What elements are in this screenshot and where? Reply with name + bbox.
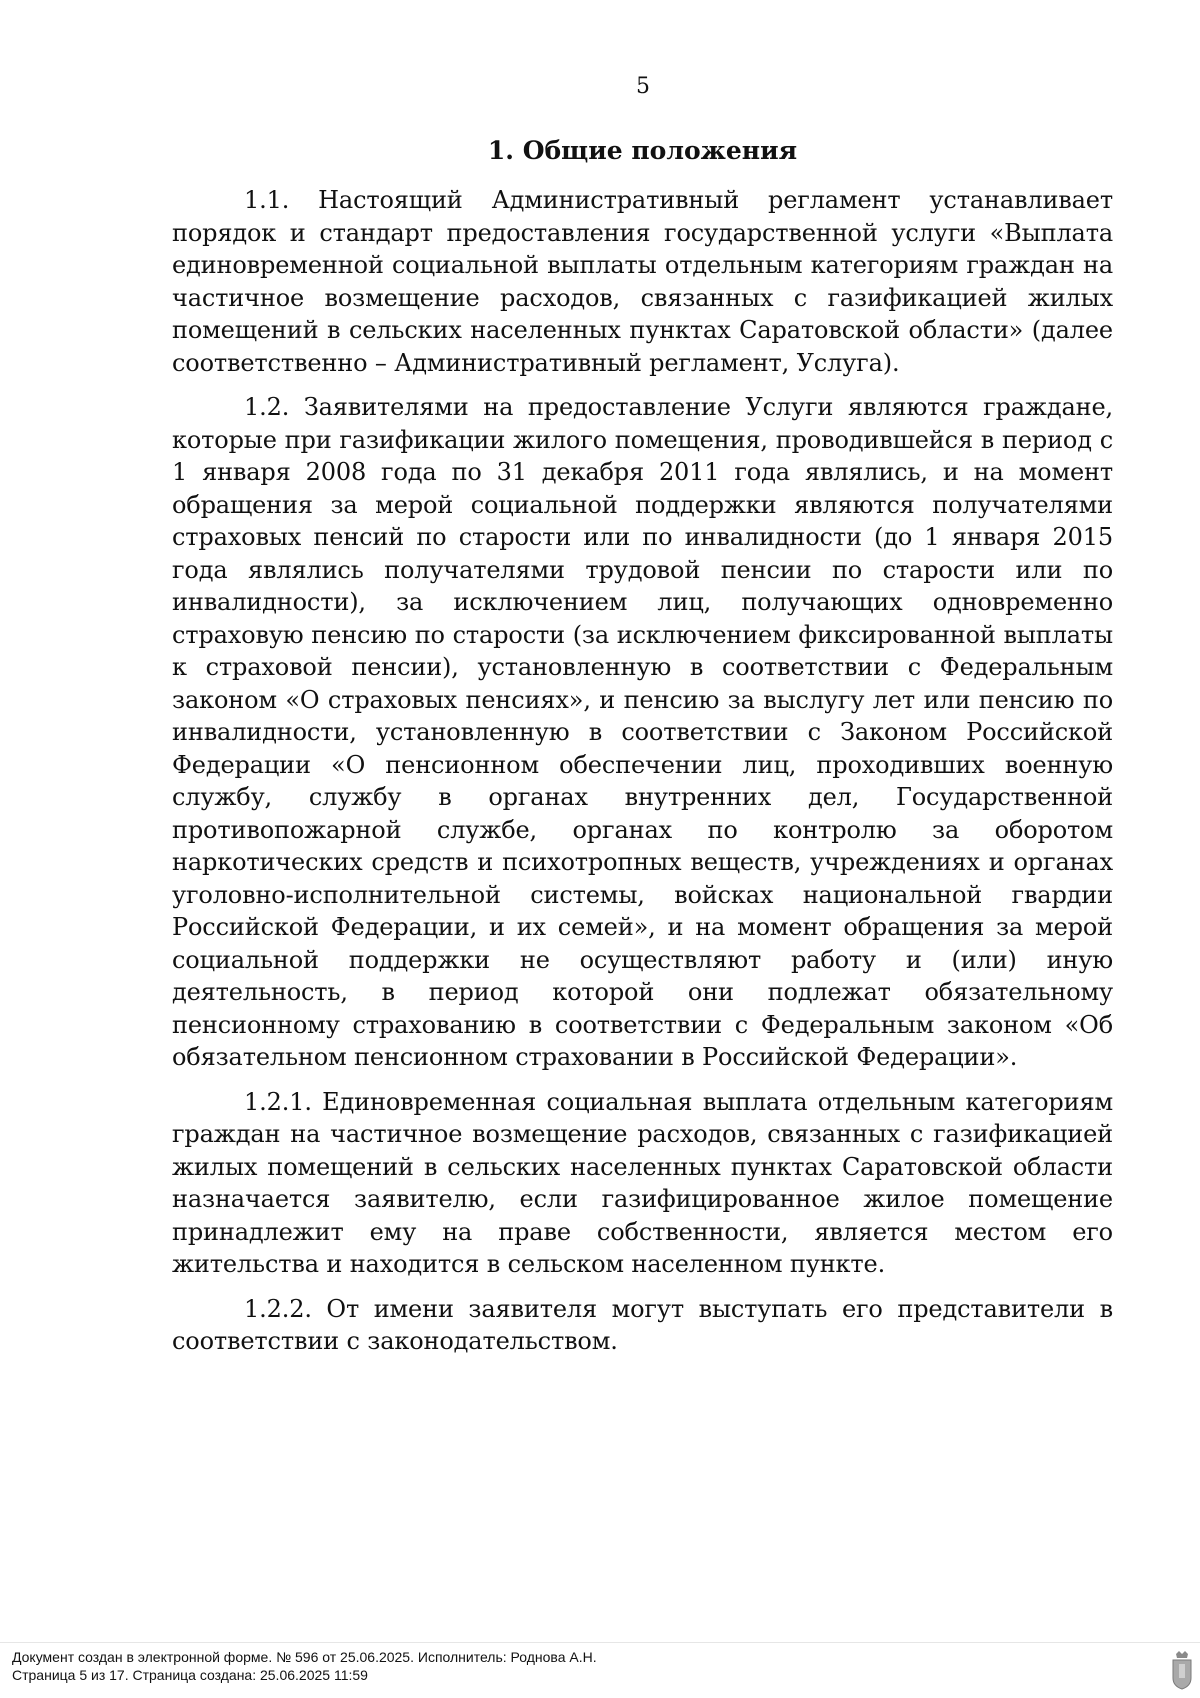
coat-of-arms-icon bbox=[1170, 1650, 1194, 1690]
section-heading: 1. Общие положения bbox=[487, 136, 798, 165]
document-body bbox=[172, 184, 1113, 1370]
paragraph-1-2: 1.2. Заявителями на предоставление Услуги являются граждане, которые при газификации жилого помещения, проводившейся в период с 1 января 2008 года по 31 декабря 2011 года являлись, и на момент обращения за мерой социальной поддержки являются получателями страховых пенсий по старости или по инвалидности (до 1 января 2015 года являлись получателями трудовой пенсии по старости или по инвалидности), за исключением лиц, получающих одновременно страховую пенсию по старости (за исключением фиксированной выплаты к страховой пенсии), установленную в соответствии с Федеральным законом «О страховых пенсиях», и пенсию за выслугу лет или пенсию по инвалидности, установленную в соответствии с Законом Российской Федерации «О пенсионном обеспечении лиц, проходивших военную службу, службу в органах внутренних дел, Государственной противопожарной службе, органах по контролю за оборотом наркотических средств и психотропных веществ, учреждениях и органах уголовно-исполнительной системы, войсках национальной гвардии Российской Федерации, и их семей», и на момент обращения за мерой социальной поддержки не осуществляют работу и (или) иную деятельность, в период которой они подлежат обязательному пенсионному страхованию в соответствии с Федеральным законом «Об обязательном пенсионном страховании в Российской Федерации». bbox=[172, 393, 1113, 1071]
paragraph-1-1: 1.1. Настоящий Административный регламент устанавливает порядок и стандарт предоставления государственной услуги «Выплата единовременной социальной выплаты отдельным категориям граждан на частичное возмещение расходов, связанных с газификацией жилых помещений в сельских населенных пунктах Саратовской области» (далее соответственно – Административный регламент, Услуга). bbox=[172, 186, 1113, 377]
footer-divider bbox=[0, 1642, 1200, 1643]
document-footer bbox=[12, 1648, 597, 1684]
paragraph-1-2-1: 1.2.1. Единовременная социальная выплата отдельным категориям граждан на частичное возмещение расходов, связанных с газификацией жилых помещений в сельских населенных пунктах Саратовской области назначается заявителю, если газифицированное жилое помещение принадлежит ему на праве собственности, является местом его жительства и находится в сельском населенном пункте. bbox=[172, 1087, 1113, 1278]
footer-line-document-info: Документ создан в электронной форме. № 596 от 25.06.2025. Исполнитель: Роднова А.Н. bbox=[12, 1649, 597, 1665]
paragraph-1-2-2: 1.2.2. От имени заявителя могут выступать его представители в соответствии с законодательством. bbox=[172, 1294, 1113, 1355]
footer-line-page-info: Страница 5 из 17. Страница создана: 25.06.2025 11:59 bbox=[12, 1667, 368, 1683]
page-number: 5 bbox=[636, 74, 650, 99]
